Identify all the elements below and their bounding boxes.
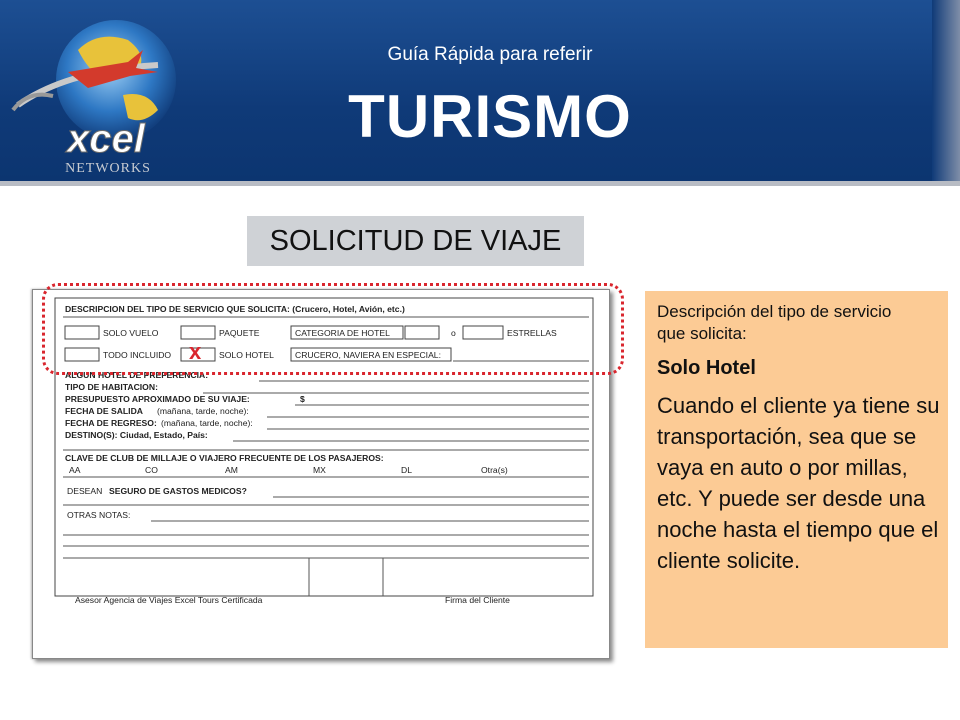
form-presupuesto: PRESUPUESTO APROXIMADO DE SU VIAJE: xyxy=(65,394,250,404)
form-tipo-habitacion: TIPO DE HABITACION: xyxy=(65,382,158,392)
info-description: Descripción del tipo de servicio que solicita: xyxy=(657,302,892,343)
logo-tagline-text: NETWORKS xyxy=(65,161,151,176)
form-fecha-salida: FECHA DE SALIDA xyxy=(65,406,143,416)
page-title: TURISMO xyxy=(348,83,632,150)
info-heading: Solo Hotel xyxy=(657,357,756,379)
form-destino: DESTINO(S): Ciudad, Estado, País: xyxy=(65,430,208,440)
form-fecha-regreso: FECHA DE REGRESO: xyxy=(65,418,157,428)
form-fecha-salida-hint: (mañana, tarde, noche): xyxy=(157,406,249,416)
highlight-service-section xyxy=(42,283,624,375)
form-estrellas: ESTRELLAS xyxy=(507,328,557,338)
form-airline-co: CO xyxy=(145,465,158,475)
form-airline-dl: DL xyxy=(401,465,412,475)
form-crucero: CRUCERO, NAVIERA EN ESPECIAL: xyxy=(295,350,441,360)
form-firma-label: Firma del Cliente xyxy=(445,595,510,605)
form-airline-am: AM xyxy=(225,465,238,475)
info-body: Cuando el cliente ya tiene su transportación, sea que se vaya en auto o por millas, etc. Y puede ser desde una noche hasta el tiempo que el cliente solicite. xyxy=(657,393,940,573)
form-service-title: DESCRIPCION DEL TIPO DE SERVICIO QUE SOLICITA: (Crucero, Hotel, Avión, etc.) xyxy=(65,304,405,314)
form-solo-hotel: SOLO HOTEL xyxy=(219,350,274,360)
header-right-edge xyxy=(932,0,960,181)
form-dollar: $ xyxy=(300,394,305,404)
form-otras-notas: OTRAS NOTAS: xyxy=(67,510,131,520)
form-o: o xyxy=(451,328,456,338)
xcel-networks-logo xyxy=(8,10,208,178)
logo-brand-text: xcel xyxy=(67,117,145,161)
form-solo-vuelo: SOLO VUELO xyxy=(103,328,159,338)
header-banner xyxy=(0,0,960,186)
form-asesor-label: Asesor Agencia de Viajes Excel Tours Certificada xyxy=(75,595,263,605)
header-subtitle: Guía Rápida para referir xyxy=(387,44,593,65)
solo-hotel-mark: x xyxy=(189,339,202,364)
form-hotel-pref: ALGUN HOTEL DE PREFERENCIA: xyxy=(65,370,209,380)
form-clave-club: CLAVE DE CLUB DE MILLAJE O VIAJERO FRECUENTE DE LOS PASAJEROS: xyxy=(65,453,384,463)
section-label: SOLICITUD DE VIAJE xyxy=(247,216,584,266)
form-airline-aa: AA xyxy=(69,465,81,475)
form-todo-incluido: TODO INCLUIDO xyxy=(103,350,172,360)
form-airline-otras: Otra(s) xyxy=(481,465,508,475)
form-fecha-regreso-hint: (mañana, tarde, noche): xyxy=(161,418,253,428)
form-airline-mx: MX xyxy=(313,465,326,475)
globe-logo-icon xyxy=(8,10,208,178)
form-desean-seguro: SEGURO DE GASTOS MEDICOS? xyxy=(109,486,247,496)
form-paquete: PAQUETE xyxy=(219,328,260,338)
form-categoria-hotel: CATEGORIA DE HOTEL xyxy=(295,328,390,338)
form-desean-prefix: DESEAN xyxy=(67,486,103,496)
info-panel xyxy=(645,291,948,648)
